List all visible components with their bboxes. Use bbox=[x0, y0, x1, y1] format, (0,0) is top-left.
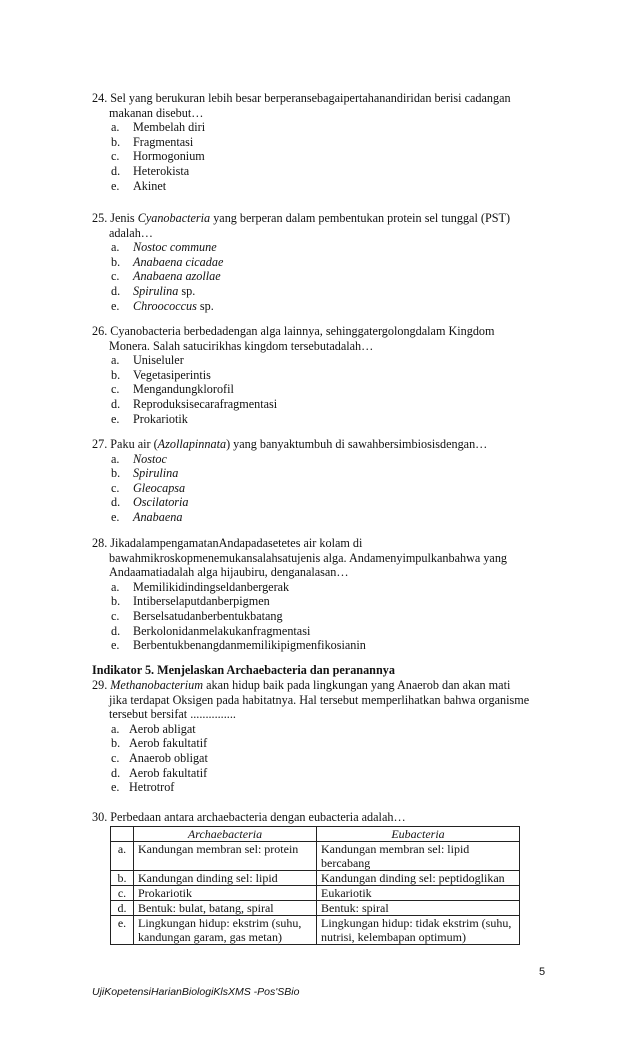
question-text: jika terdapat Oksigen pada habitatnya. Hal tersebut memperlihatkan bahwa organisme bbox=[109, 692, 530, 707]
cell-archaebacteria: Bentuk: bulat, batang, spiral bbox=[134, 901, 317, 916]
row-key: a. bbox=[111, 842, 134, 871]
option-text: Anabaena azollae bbox=[133, 269, 221, 284]
question-stem bbox=[92, 324, 552, 353]
question-27 bbox=[92, 437, 552, 525]
option-letter: d. bbox=[111, 396, 121, 411]
option-a bbox=[92, 353, 552, 368]
question-stem bbox=[92, 91, 552, 120]
option-d bbox=[92, 164, 552, 179]
option-text: Prokariotik bbox=[133, 411, 188, 426]
question-text: makanan disebut… bbox=[109, 105, 204, 120]
option-letter: d. bbox=[111, 765, 121, 780]
option-text: Nostoc bbox=[133, 451, 167, 466]
question-26 bbox=[92, 324, 552, 426]
option-letter: e. bbox=[111, 509, 120, 524]
option-d bbox=[92, 624, 552, 639]
option-c bbox=[92, 481, 552, 496]
option-c bbox=[92, 149, 552, 164]
question-number: 27. bbox=[92, 437, 108, 451]
option-letter: b. bbox=[111, 367, 121, 382]
question-text: Perbedaan antara archaebacteria dengan eubacteria adalah… bbox=[110, 810, 406, 824]
option-text: Reproduksisecarafragmentasi bbox=[133, 396, 278, 411]
option-letter: d. bbox=[111, 163, 121, 178]
question-text: ) yang banyaktumbuh di sawahbersimbiosisdengan… bbox=[226, 437, 488, 451]
option-text: Spirulina bbox=[133, 283, 179, 298]
question-text: Paku air ( bbox=[110, 437, 158, 451]
question-text: Jenis bbox=[110, 211, 138, 225]
cell-eubacteria: Kandungan membran sel: lipid bercabang bbox=[317, 842, 520, 871]
option-letter: d. bbox=[111, 623, 121, 638]
option-text: Anabaena bbox=[133, 509, 183, 524]
option-list bbox=[92, 353, 552, 426]
option-text: Anaerob obligat bbox=[129, 750, 208, 765]
cell-eubacteria: Bentuk: spiral bbox=[317, 901, 520, 916]
option-letter: e. bbox=[111, 178, 120, 193]
option-text: Berbentukbenangdanmemilikipigmenfikosianin bbox=[133, 638, 366, 653]
question-text: Sel yang berukuran lebih besar berperansebagaipertahanandiridan berisi cadangan bbox=[110, 91, 511, 105]
option-c bbox=[92, 609, 552, 624]
table-header-row bbox=[111, 827, 520, 842]
option-text: Intiberselaputdanberpigmen bbox=[133, 594, 270, 609]
question-text: tersebut bersifat ............... bbox=[109, 707, 236, 722]
option-letter: e. bbox=[111, 298, 120, 313]
option-text: Gleocapsa bbox=[133, 480, 186, 495]
option-text: Oscilatoria bbox=[133, 495, 189, 510]
table-row bbox=[111, 871, 520, 886]
option-letter: b. bbox=[111, 736, 121, 751]
option-letter: d. bbox=[111, 283, 121, 298]
option-text: Anabaena cicadae bbox=[133, 254, 224, 269]
option-e bbox=[92, 412, 552, 427]
question-text: akan hidup baik pada lingkungan yang Anaerob dan akan mati bbox=[203, 678, 511, 692]
question-number: 30. bbox=[92, 810, 108, 824]
option-a bbox=[92, 722, 562, 737]
page-footer: UjiKopetensiHarianBiologiKlsXMS -Pos'SBio bbox=[92, 986, 300, 998]
option-c bbox=[92, 751, 562, 766]
option-list bbox=[92, 722, 562, 795]
question-number: 28. bbox=[92, 536, 108, 550]
option-e bbox=[92, 299, 552, 314]
option-e bbox=[92, 638, 552, 653]
option-text: Hetrotrof bbox=[129, 780, 175, 795]
option-a bbox=[92, 120, 552, 135]
question-text: Monera. Salah satucirikhas kingdom tersebutadalah… bbox=[109, 338, 374, 353]
table-row bbox=[111, 842, 520, 871]
indicator-heading: Indikator 5. Menjelaskan Archaebacteria dan peranannya bbox=[92, 663, 395, 677]
option-letter: c. bbox=[111, 269, 120, 284]
option-letter: e. bbox=[111, 411, 120, 426]
option-list bbox=[92, 120, 552, 193]
comparison-table bbox=[110, 826, 520, 945]
option-letter: e. bbox=[111, 780, 120, 795]
option-b bbox=[92, 135, 552, 150]
option-letter: c. bbox=[111, 382, 120, 397]
cell-archaebacteria: Kandungan membran sel: protein bbox=[134, 842, 317, 871]
option-text: Aerob abligat bbox=[129, 721, 196, 736]
option-letter: c. bbox=[111, 608, 120, 623]
row-key: b. bbox=[111, 871, 134, 886]
cell-eubacteria: Lingkungan hidup: tidak ekstrim (suhu, nutrisi, kelembapan optimum) bbox=[317, 916, 520, 945]
option-text: Membelah diri bbox=[133, 120, 206, 135]
question-text: Cyanobacteria berbedadengan alga lainnya, sehinggatergolongdalam Kingdom bbox=[110, 324, 495, 338]
cell-archaebacteria: Lingkungan hidup: ekstrim (suhu, kandungan garam, gas metan) bbox=[134, 916, 317, 945]
option-d bbox=[92, 766, 562, 781]
option-b bbox=[92, 594, 552, 609]
option-letter: a. bbox=[111, 120, 120, 135]
question-stem bbox=[92, 536, 552, 580]
option-text: Fragmentasi bbox=[133, 134, 194, 149]
cell-eubacteria: Kandungan dinding sel: peptidoglikan bbox=[317, 871, 520, 886]
question-stem bbox=[92, 678, 562, 722]
option-letter: c. bbox=[111, 149, 120, 164]
cell-archaebacteria: Prokariotik bbox=[134, 886, 317, 901]
option-letter: a. bbox=[111, 240, 120, 255]
question-stem bbox=[92, 437, 552, 452]
option-text: Aerob fakultatif bbox=[129, 736, 208, 751]
question-number: 25. bbox=[92, 211, 108, 225]
column-header-archaebacteria: Archaebacteria bbox=[134, 827, 317, 842]
option-letter: b. bbox=[111, 134, 121, 149]
option-text: Aerob fakultatif bbox=[129, 765, 208, 780]
question-text-italic: Cyanobacteria bbox=[137, 211, 211, 225]
option-d bbox=[92, 495, 552, 510]
option-b bbox=[92, 368, 552, 383]
question-28 bbox=[92, 536, 552, 653]
option-suffix: sp. bbox=[196, 298, 214, 313]
row-key: e. bbox=[111, 916, 134, 945]
cell-archaebacteria: Kandungan dinding sel: lipid bbox=[134, 871, 317, 886]
option-text: Hormogonium bbox=[133, 149, 205, 164]
option-list bbox=[92, 240, 552, 313]
question-text: JikadalampengamatanAndapadasetetes air kolam di bbox=[110, 536, 363, 550]
question-stem bbox=[92, 211, 552, 240]
option-a bbox=[92, 580, 552, 595]
question-text: adalah… bbox=[109, 225, 153, 240]
option-suffix: sp. bbox=[178, 283, 196, 298]
question-29 bbox=[92, 678, 562, 795]
table-row bbox=[111, 901, 520, 916]
option-a bbox=[92, 240, 552, 255]
option-text: Berselsatudanberbentukbatang bbox=[133, 608, 283, 623]
option-letter: b. bbox=[111, 466, 121, 481]
row-key: c. bbox=[111, 886, 134, 901]
option-text: Akinet bbox=[133, 178, 167, 193]
table-corner-cell bbox=[111, 827, 134, 842]
option-letter: a. bbox=[111, 579, 120, 594]
table-row bbox=[111, 886, 520, 901]
option-text: Uniseluler bbox=[133, 353, 184, 368]
option-b bbox=[92, 466, 552, 481]
question-25 bbox=[92, 211, 552, 313]
option-text: Heterokista bbox=[133, 163, 190, 178]
question-number: 26. bbox=[92, 324, 108, 338]
page-number: 5 bbox=[539, 966, 546, 978]
question-text: bawahmikroskopmenemukansalahsatujenis alga. Andamenyimpulkanbahwa yang bbox=[109, 550, 508, 565]
option-text: Nostoc commune bbox=[133, 240, 217, 255]
option-e bbox=[92, 780, 562, 795]
option-text: Spirulina bbox=[133, 466, 179, 481]
question-number: 24. bbox=[92, 91, 108, 105]
cell-eubacteria: Eukariotik bbox=[317, 886, 520, 901]
option-e bbox=[92, 510, 552, 525]
column-header-eubacteria: Eubacteria bbox=[317, 827, 520, 842]
question-30 bbox=[92, 810, 552, 825]
option-letter: b. bbox=[111, 594, 121, 609]
question-text-italic: Methanobacterium bbox=[110, 678, 204, 692]
option-letter: c. bbox=[111, 480, 120, 495]
option-a bbox=[92, 452, 552, 467]
option-letter: a. bbox=[111, 353, 120, 368]
question-text-italic: Azollapinnata bbox=[157, 437, 227, 451]
question-stem bbox=[92, 810, 552, 825]
option-b bbox=[92, 736, 562, 751]
option-list bbox=[92, 580, 552, 653]
question-24 bbox=[92, 91, 552, 193]
row-key: d. bbox=[111, 901, 134, 916]
table-row bbox=[111, 916, 520, 945]
option-d bbox=[92, 397, 552, 412]
option-text: Berkolonidanmelakukanfragmentasi bbox=[133, 623, 311, 638]
option-d bbox=[92, 284, 552, 299]
option-text: Chroococcus bbox=[133, 298, 197, 313]
option-list bbox=[92, 452, 552, 525]
option-c bbox=[92, 269, 552, 284]
option-c bbox=[92, 382, 552, 397]
option-letter: a. bbox=[111, 451, 120, 466]
option-letter: d. bbox=[111, 495, 121, 510]
option-b bbox=[92, 255, 552, 270]
option-letter: b. bbox=[111, 254, 121, 269]
option-letter: a. bbox=[111, 721, 120, 736]
option-text: Mengandungklorofil bbox=[133, 382, 234, 397]
option-letter: c. bbox=[111, 750, 120, 765]
question-text: Andaamatiadalah alga hijaubiru, denganalasan… bbox=[109, 565, 349, 580]
option-text: Vegetasiperintis bbox=[133, 367, 211, 382]
option-e bbox=[92, 179, 552, 194]
question-number: 29. bbox=[92, 678, 108, 692]
option-letter: e. bbox=[111, 638, 120, 653]
option-text: Memilikidindingseldanbergerak bbox=[133, 579, 290, 594]
question-text: yang berperan dalam pembentukan protein sel tunggal (PST) bbox=[210, 211, 511, 225]
